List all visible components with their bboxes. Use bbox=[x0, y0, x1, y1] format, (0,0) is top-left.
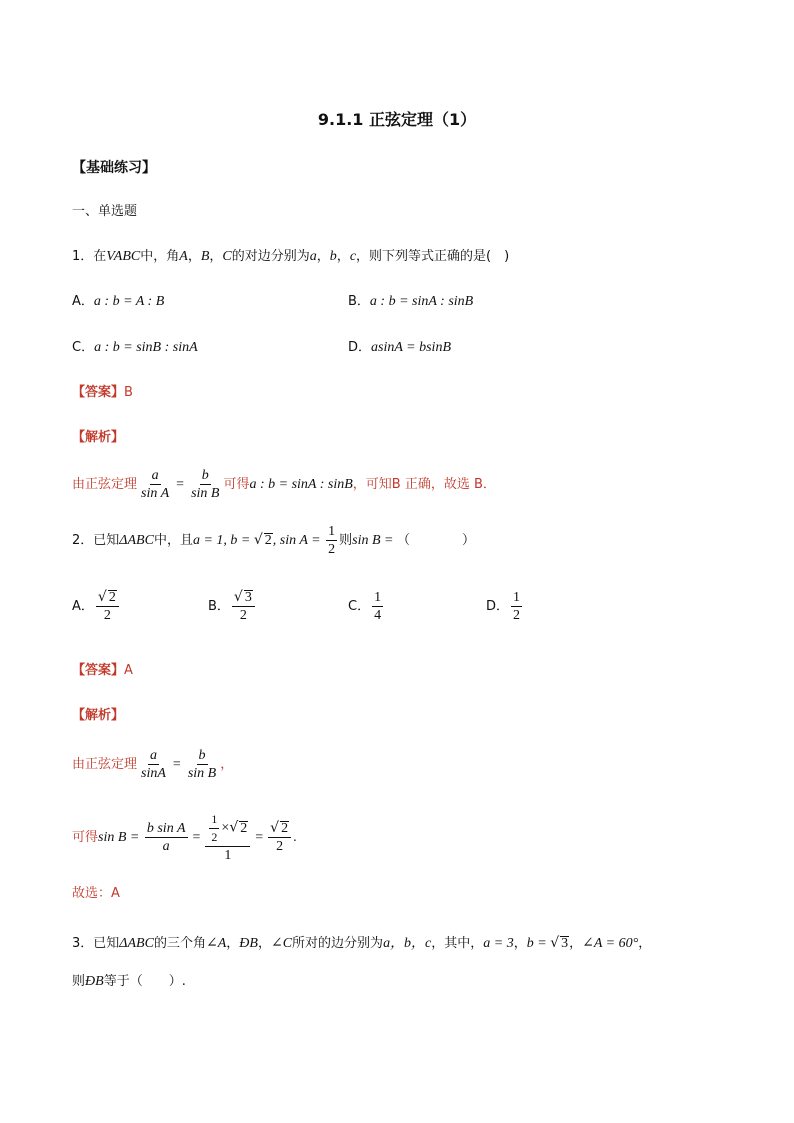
q3-stem-mid: 的三个角 bbox=[153, 936, 206, 951]
q2-option-d[interactable] bbox=[486, 590, 524, 623]
q3-sep: ， bbox=[257, 936, 271, 951]
q3-stem-mid3: ，其中， bbox=[431, 936, 484, 951]
q3-sep: ， bbox=[569, 936, 583, 951]
q1-analysis-label: 【解析】 bbox=[72, 430, 125, 445]
q3-cond-b-root: 3 bbox=[561, 936, 569, 951]
denominator: 2 bbox=[513, 608, 521, 623]
q1-stem-mid: 中，角 bbox=[140, 249, 180, 264]
radicand: 2 bbox=[240, 820, 248, 836]
denominator: 2 bbox=[328, 542, 336, 557]
sqrt-icon: √ bbox=[229, 819, 239, 836]
q1-analysis bbox=[72, 468, 496, 501]
equals-sign: = bbox=[255, 830, 264, 845]
q2-stem-mid: 中，且 bbox=[153, 533, 193, 548]
denominator: sinA bbox=[141, 766, 166, 781]
numerator: 1 bbox=[513, 590, 521, 605]
numerator: b sin A bbox=[146, 821, 186, 836]
q2-cond2: , sin A = bbox=[272, 533, 325, 548]
section-heading: 【基础练习】 bbox=[72, 160, 156, 176]
q3-line2-angle: ÐB bbox=[85, 974, 104, 989]
q1-var-a: a bbox=[309, 249, 317, 264]
sqrt-icon: √ bbox=[97, 589, 107, 605]
q1-option-c-label: C． bbox=[72, 340, 95, 355]
denominator: 1 bbox=[224, 848, 232, 863]
q1-option-c-text: a : b = sinB : sinA bbox=[94, 340, 198, 355]
q3-stem-line1 bbox=[72, 933, 651, 954]
q1-stem bbox=[72, 247, 509, 267]
q2-analysis-label: 【解析】 bbox=[72, 708, 125, 723]
q2-sinb-expr: sin B = bbox=[98, 830, 143, 845]
q1-answer-value: B bbox=[124, 385, 133, 400]
q2-conclusion-value: A bbox=[111, 886, 120, 901]
q2-analysis-line1 bbox=[72, 748, 233, 781]
q2-answer-value: A bbox=[124, 663, 133, 678]
q2-stem-prefix: 2．已知 bbox=[72, 533, 120, 548]
q1-var-b-upper: B bbox=[200, 249, 210, 264]
q2-option-a-label: A． bbox=[72, 599, 94, 614]
q2-half bbox=[326, 524, 337, 557]
denominator: 2 bbox=[103, 608, 111, 623]
q2-fraction-bsina-a bbox=[145, 821, 188, 854]
q3-cond-angle: ∠A = 60° bbox=[582, 936, 639, 951]
equals-sign: = bbox=[172, 757, 181, 772]
period: . bbox=[293, 830, 297, 845]
q1-sep: ， bbox=[336, 249, 350, 264]
equals-sign: = bbox=[192, 830, 201, 845]
q1-answer bbox=[72, 383, 133, 403]
sqrt-icon: √ bbox=[253, 532, 263, 548]
q1-analysis-expr: a : b = sinA : sinB bbox=[249, 477, 353, 492]
q1-option-c[interactable] bbox=[72, 338, 198, 358]
q2-fraction-root2-2 bbox=[268, 821, 291, 854]
q3-triangle: ΔABC bbox=[119, 936, 154, 951]
q1-analysis-mid: 可得 bbox=[223, 477, 250, 492]
q3-stem-prefix: 3．已知 bbox=[72, 936, 120, 951]
denominator: 2 bbox=[239, 608, 247, 623]
sqrt-icon: √ bbox=[233, 589, 243, 605]
q2-root2: 2 bbox=[264, 533, 272, 548]
q1-analysis-suffix: ，可知B 正确，故选 B． bbox=[352, 477, 496, 492]
numerator: 1 bbox=[209, 812, 219, 829]
numerator: 1 bbox=[328, 524, 336, 539]
q2-answer-label: 【答案】 bbox=[72, 663, 125, 678]
q2-stem-suffix: （ ） bbox=[397, 533, 476, 548]
denominator: 4 bbox=[374, 608, 382, 623]
numerator: 1 bbox=[374, 590, 382, 605]
q1-var-b: b bbox=[329, 249, 337, 264]
subsection-heading: 一、单选题 bbox=[72, 204, 138, 219]
q1-analysis-prefix: 由正弦定理 bbox=[72, 477, 138, 492]
q2-conclusion bbox=[72, 884, 120, 904]
q1-option-d[interactable] bbox=[348, 338, 451, 358]
q2-fraction-a-sina bbox=[139, 748, 168, 781]
q1-option-b-text: a : b = sinA : sinB bbox=[369, 294, 474, 309]
page-title: 9.1.1 正弦定理（1） bbox=[317, 110, 477, 129]
numerator: a bbox=[149, 748, 157, 763]
q2-analysis-line2 bbox=[72, 812, 297, 863]
q2-analysis1-prefix: 由正弦定理 bbox=[72, 757, 138, 772]
q1-sep: ， bbox=[187, 249, 201, 264]
q2-option-d-label: D． bbox=[486, 599, 510, 614]
sqrt-icon: √ bbox=[270, 820, 280, 836]
q3-angle-c: ∠C bbox=[270, 936, 293, 951]
q1-var-a-upper: A bbox=[179, 249, 188, 264]
q2-option-c-value bbox=[372, 590, 383, 623]
times-sign: × bbox=[221, 820, 230, 836]
q2-option-b-value bbox=[232, 590, 255, 623]
q1-stem-suffix: ，则下列等式正确的是( ) bbox=[356, 249, 510, 264]
denominator: 2 bbox=[211, 830, 218, 844]
q3-sep: ， bbox=[226, 936, 240, 951]
q2-option-d-value bbox=[511, 590, 522, 623]
q2-option-a-value bbox=[96, 590, 119, 623]
q3-line2-prefix: 则 bbox=[72, 974, 86, 989]
q1-option-a[interactable] bbox=[72, 292, 164, 312]
q3-sep: ， bbox=[513, 936, 527, 951]
q2-option-c-label: C． bbox=[348, 599, 371, 614]
q3-cond-b: b = bbox=[526, 936, 551, 951]
numerator: 3 bbox=[244, 590, 252, 605]
q2-analysis2-prefix: 可得 bbox=[72, 830, 99, 845]
numerator: b bbox=[198, 748, 206, 763]
numerator: b bbox=[201, 468, 209, 483]
denominator: sin B bbox=[191, 486, 220, 501]
q1-triangle: VABC bbox=[106, 249, 141, 264]
q2-cond: a = 1, b = bbox=[192, 533, 254, 548]
denominator: a bbox=[162, 839, 170, 854]
q3-angle-a: ∠A bbox=[205, 936, 227, 951]
q2-fraction-b-sinb bbox=[186, 748, 218, 781]
equals-sign: = bbox=[176, 477, 185, 492]
q1-stem-prefix: 1．在 bbox=[72, 249, 107, 264]
q2-option-a[interactable] bbox=[72, 590, 121, 623]
q2-option-c[interactable] bbox=[348, 590, 385, 623]
q3-angle-b: ÐB bbox=[239, 936, 258, 951]
q1-option-b[interactable] bbox=[348, 292, 473, 312]
q1-sep: ， bbox=[209, 249, 223, 264]
q3-line2-suffix: 等于（ ）. bbox=[103, 974, 186, 989]
q3-stem-end: ， bbox=[638, 936, 652, 951]
q1-option-d-text: asinA = bsinB bbox=[371, 340, 451, 355]
denominator: sin B bbox=[187, 766, 217, 781]
q1-option-a-label: A． bbox=[72, 294, 94, 309]
q2-sinb: sin B = bbox=[352, 533, 397, 548]
q1-option-a-text: a : b = A : B bbox=[93, 294, 165, 309]
q1-fraction-a-sina bbox=[139, 468, 171, 501]
denominator: sin A bbox=[141, 486, 170, 501]
radicand: 2 bbox=[281, 821, 289, 836]
sqrt-icon: √ bbox=[550, 935, 560, 951]
q1-answer-label: 【答案】 bbox=[72, 385, 125, 400]
q1-stem-mid2: 的对边分别为 bbox=[231, 249, 310, 264]
q2-option-b-label: B． bbox=[208, 599, 230, 614]
q2-answer bbox=[72, 661, 133, 681]
q2-inner-half bbox=[209, 812, 219, 845]
q2-triangle: ΔABC bbox=[119, 533, 154, 548]
q1-fraction-b-sinb bbox=[189, 468, 221, 501]
numerator: a bbox=[151, 468, 159, 483]
q1-var-c: c bbox=[349, 249, 357, 264]
q1-var-c-upper: C bbox=[222, 249, 232, 264]
q2-fraction-compound bbox=[205, 812, 250, 863]
q2-conclusion-prefix: 故选： bbox=[72, 886, 112, 901]
q1-option-d-label: D． bbox=[348, 340, 372, 355]
q3-sides: a，b，c bbox=[383, 936, 432, 951]
denominator: 2 bbox=[276, 839, 284, 854]
q2-stem bbox=[72, 524, 475, 557]
q3-stem-line2 bbox=[72, 972, 186, 992]
q3-stem-mid2: 所对的边分别为 bbox=[292, 936, 384, 951]
q2-analysis1-suffix: ， bbox=[220, 757, 234, 772]
q3-cond-a: a = 3 bbox=[483, 936, 514, 951]
q1-sep: ， bbox=[316, 249, 330, 264]
q1-option-b-label: B． bbox=[348, 294, 370, 309]
numerator: 2 bbox=[108, 590, 116, 605]
q2-stem-then: 则 bbox=[339, 533, 353, 548]
q2-option-b[interactable] bbox=[208, 590, 257, 623]
